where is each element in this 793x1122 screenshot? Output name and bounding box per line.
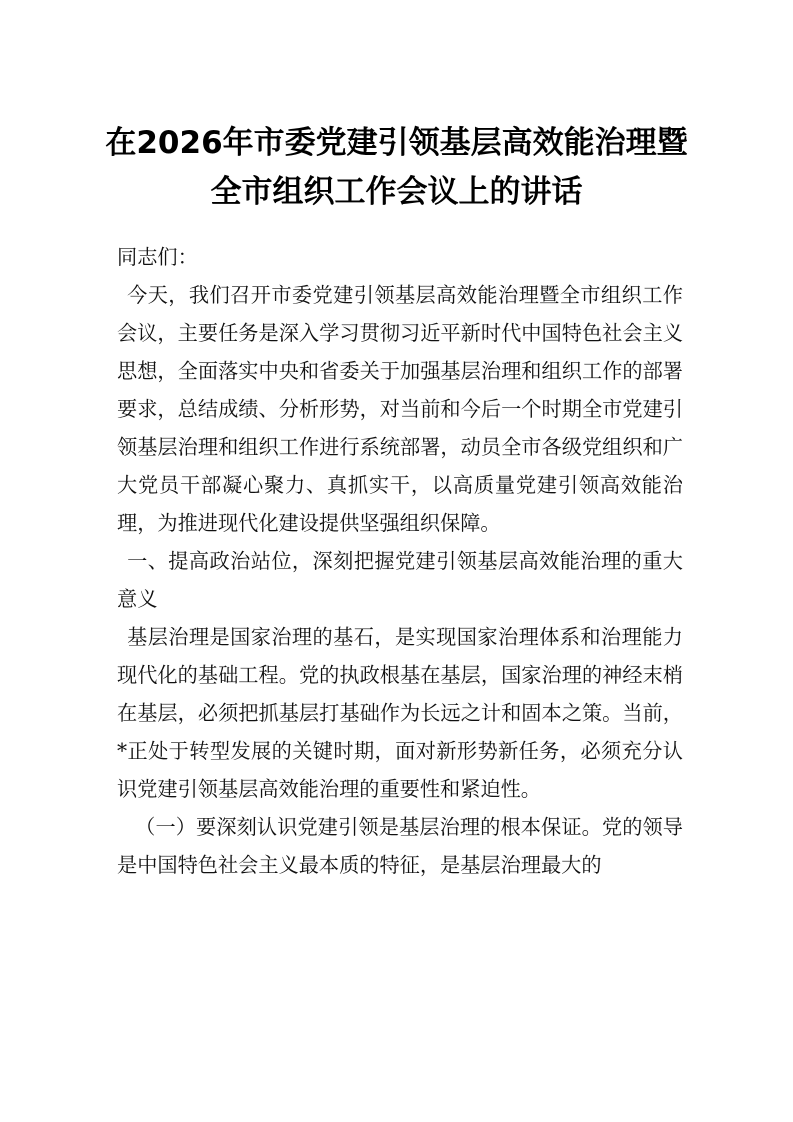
paragraph-opening: 今天，我们召开市委党建引领基层高效能治理暨全市组织工作会议，主要任务是深入学习贯彻习近平新时代中国特色社会主义思想，全面落实中央和省委关于加强基层治理和组织工作的部署要求，总结成绩、分析形势，对当前和今后一个时期全市党建引领基层治理和组织工作进行系统部署，动员全市各级党组织和广大党员干部凝心聚力、真抓实干，以高质量党建引领高效能治理，为推进现代化建设提供坚强组织保障。 [117,283,683,535]
document-title-line-2: 全市组织工作会议上的讲话 [210,174,583,210]
document-title-line-1: 在2026年市委党建引领基层高效能治理暨 [105,125,688,161]
document-body [117,238,683,884]
paragraph-section-1: 基层治理是国家治理的基石，是实现国家治理体系和治理能力现代化的基础工程。党的执政根基在基层，国家治理的神经末梢在基层，必须把抓基层打基础作为长远之计和固本之策。当前，*正处于转型发展的关键时期，面对新形势新任务，必须充分认识党建引领基层高效能治理的重要性和紧迫性。 [117,625,683,801]
paragraph-subsection-1: （一）要深刻认识党建引领是基层治理的根本保证。党的领导是中国特色社会主义最本质的特征，是基层治理最大的 [117,815,683,877]
salutation: 同志们： [117,245,198,269]
section-heading-1: 一、提高政治站位，深刻把握党建引领基层高效能治理的重大意义 [117,549,683,611]
